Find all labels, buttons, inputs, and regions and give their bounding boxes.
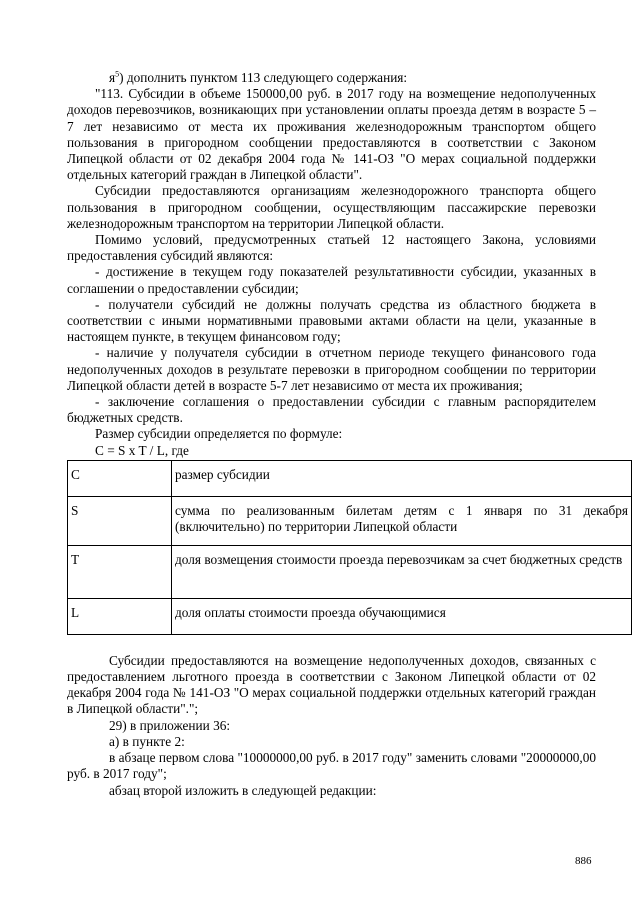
- paragraph-113: "113. Субсидии в объеме 150000,00 руб. в 2017 году на возмещение недополученных доходов перевозчиков, возникающих при установлении оплаты проезда детям в возрасте 5 – 7 лет независимо от места их проживания железнодорожным транспортом общего пользования в пригородном сообщении предоставляются в соответствии с Законом Липецкой области от 02 декабря 2004 года № 141-ОЗ "О мерах социальной поддержки отдельных категорий граждан в Липецкой области".: [67, 86, 596, 183]
- formula: C = S x T / L, где: [95, 442, 189, 458]
- table-cell-description: доля оплаты стоимости проезда обучающимися: [172, 598, 632, 634]
- table-cell-description: сумма по реализованным билетам детям с 1 января по 31 декабря (включительно) по территории Липецкой области: [172, 496, 632, 545]
- document-body: [67, 69, 628, 799]
- formula-variables-table: [67, 460, 632, 635]
- item-text: ) дополнить пунктом 113 следующего содержания:: [119, 70, 408, 85]
- table-row: [68, 598, 632, 634]
- condition-item-2: - получатели субсидий не должны получать средства из областного бюджета в соответствии с иными нормативными правовыми актами области на цели, указанные в настоящем пункте, в текущем финансовом году;: [67, 296, 596, 345]
- paragraph-conditions: Помимо условий, предусмотренных статьей 12 настоящего Закона, условиями предоставления субсидий являются:: [67, 232, 596, 264]
- table-cell-symbol: L: [68, 598, 172, 634]
- table-cell-symbol: C: [68, 460, 172, 496]
- condition-item-1: - достижение в текущем году показателей результативности субсидии, указанных в соглашении о предоставлении субсидии;: [67, 264, 596, 296]
- paragraph-a: а) в пункте 2:: [109, 733, 185, 749]
- table-cell-symbol: T: [68, 545, 172, 598]
- condition-item-4: - заключение соглашения о предоставлении субсидии с главным распорядителем бюджетных средств.: [67, 394, 596, 426]
- table-cell-description: размер субсидии: [172, 460, 632, 496]
- item-superscript: 5: [115, 69, 120, 79]
- paragraph-abzac-1: в абзаце первом слова "10000000,00 руб. в 2017 году" заменить словами "20000000,00 руб. в 2017 году";: [67, 750, 596, 782]
- table-cell-description: доля возмещения стоимости проезда перевозчикам за счет бюджетных средств: [172, 545, 632, 598]
- paragraph-formula-intro: Размер субсидии определяется по формуле:: [95, 426, 343, 442]
- table-row: [68, 545, 632, 598]
- paragraph-organizations: Субсидии предоставляются организациям железнодорожного транспорта общего пользования в пригородном сообщении, осуществляющим пассажирские перевозки железнодорожным транспортом на территории Липецкой области.: [67, 183, 596, 231]
- paragraph-abzac-2: абзац второй изложить в следующей редакции:: [109, 782, 377, 798]
- condition-item-3: - наличие у получателя субсидии в отчетном периоде текущего финансового года недополученных доходов в результате перевозки в пригородном сообщении по территории Липецкой области детей в возрасте 5-7 лет независимо от места их проживания;: [67, 345, 596, 393]
- item-letter: я: [109, 70, 116, 85]
- paragraph-29: 29) в приложении 36:: [109, 717, 231, 733]
- paragraph-after-table: Субсидии предоставляются на возмещение недополученных доходов, связанных с предоставлением льготного проезда в соответствии с Законом Липецкой области от 02 декабря 2004 года № 141-ОЗ "О мерах социальной поддержки отдельных категорий граждан в Липецкой области".";: [67, 652, 596, 717]
- table-row: [68, 496, 632, 545]
- item-ya: [67, 70, 596, 86]
- table-row: [68, 460, 632, 496]
- table-cell-symbol: S: [68, 496, 172, 545]
- page-number: 886: [575, 855, 592, 867]
